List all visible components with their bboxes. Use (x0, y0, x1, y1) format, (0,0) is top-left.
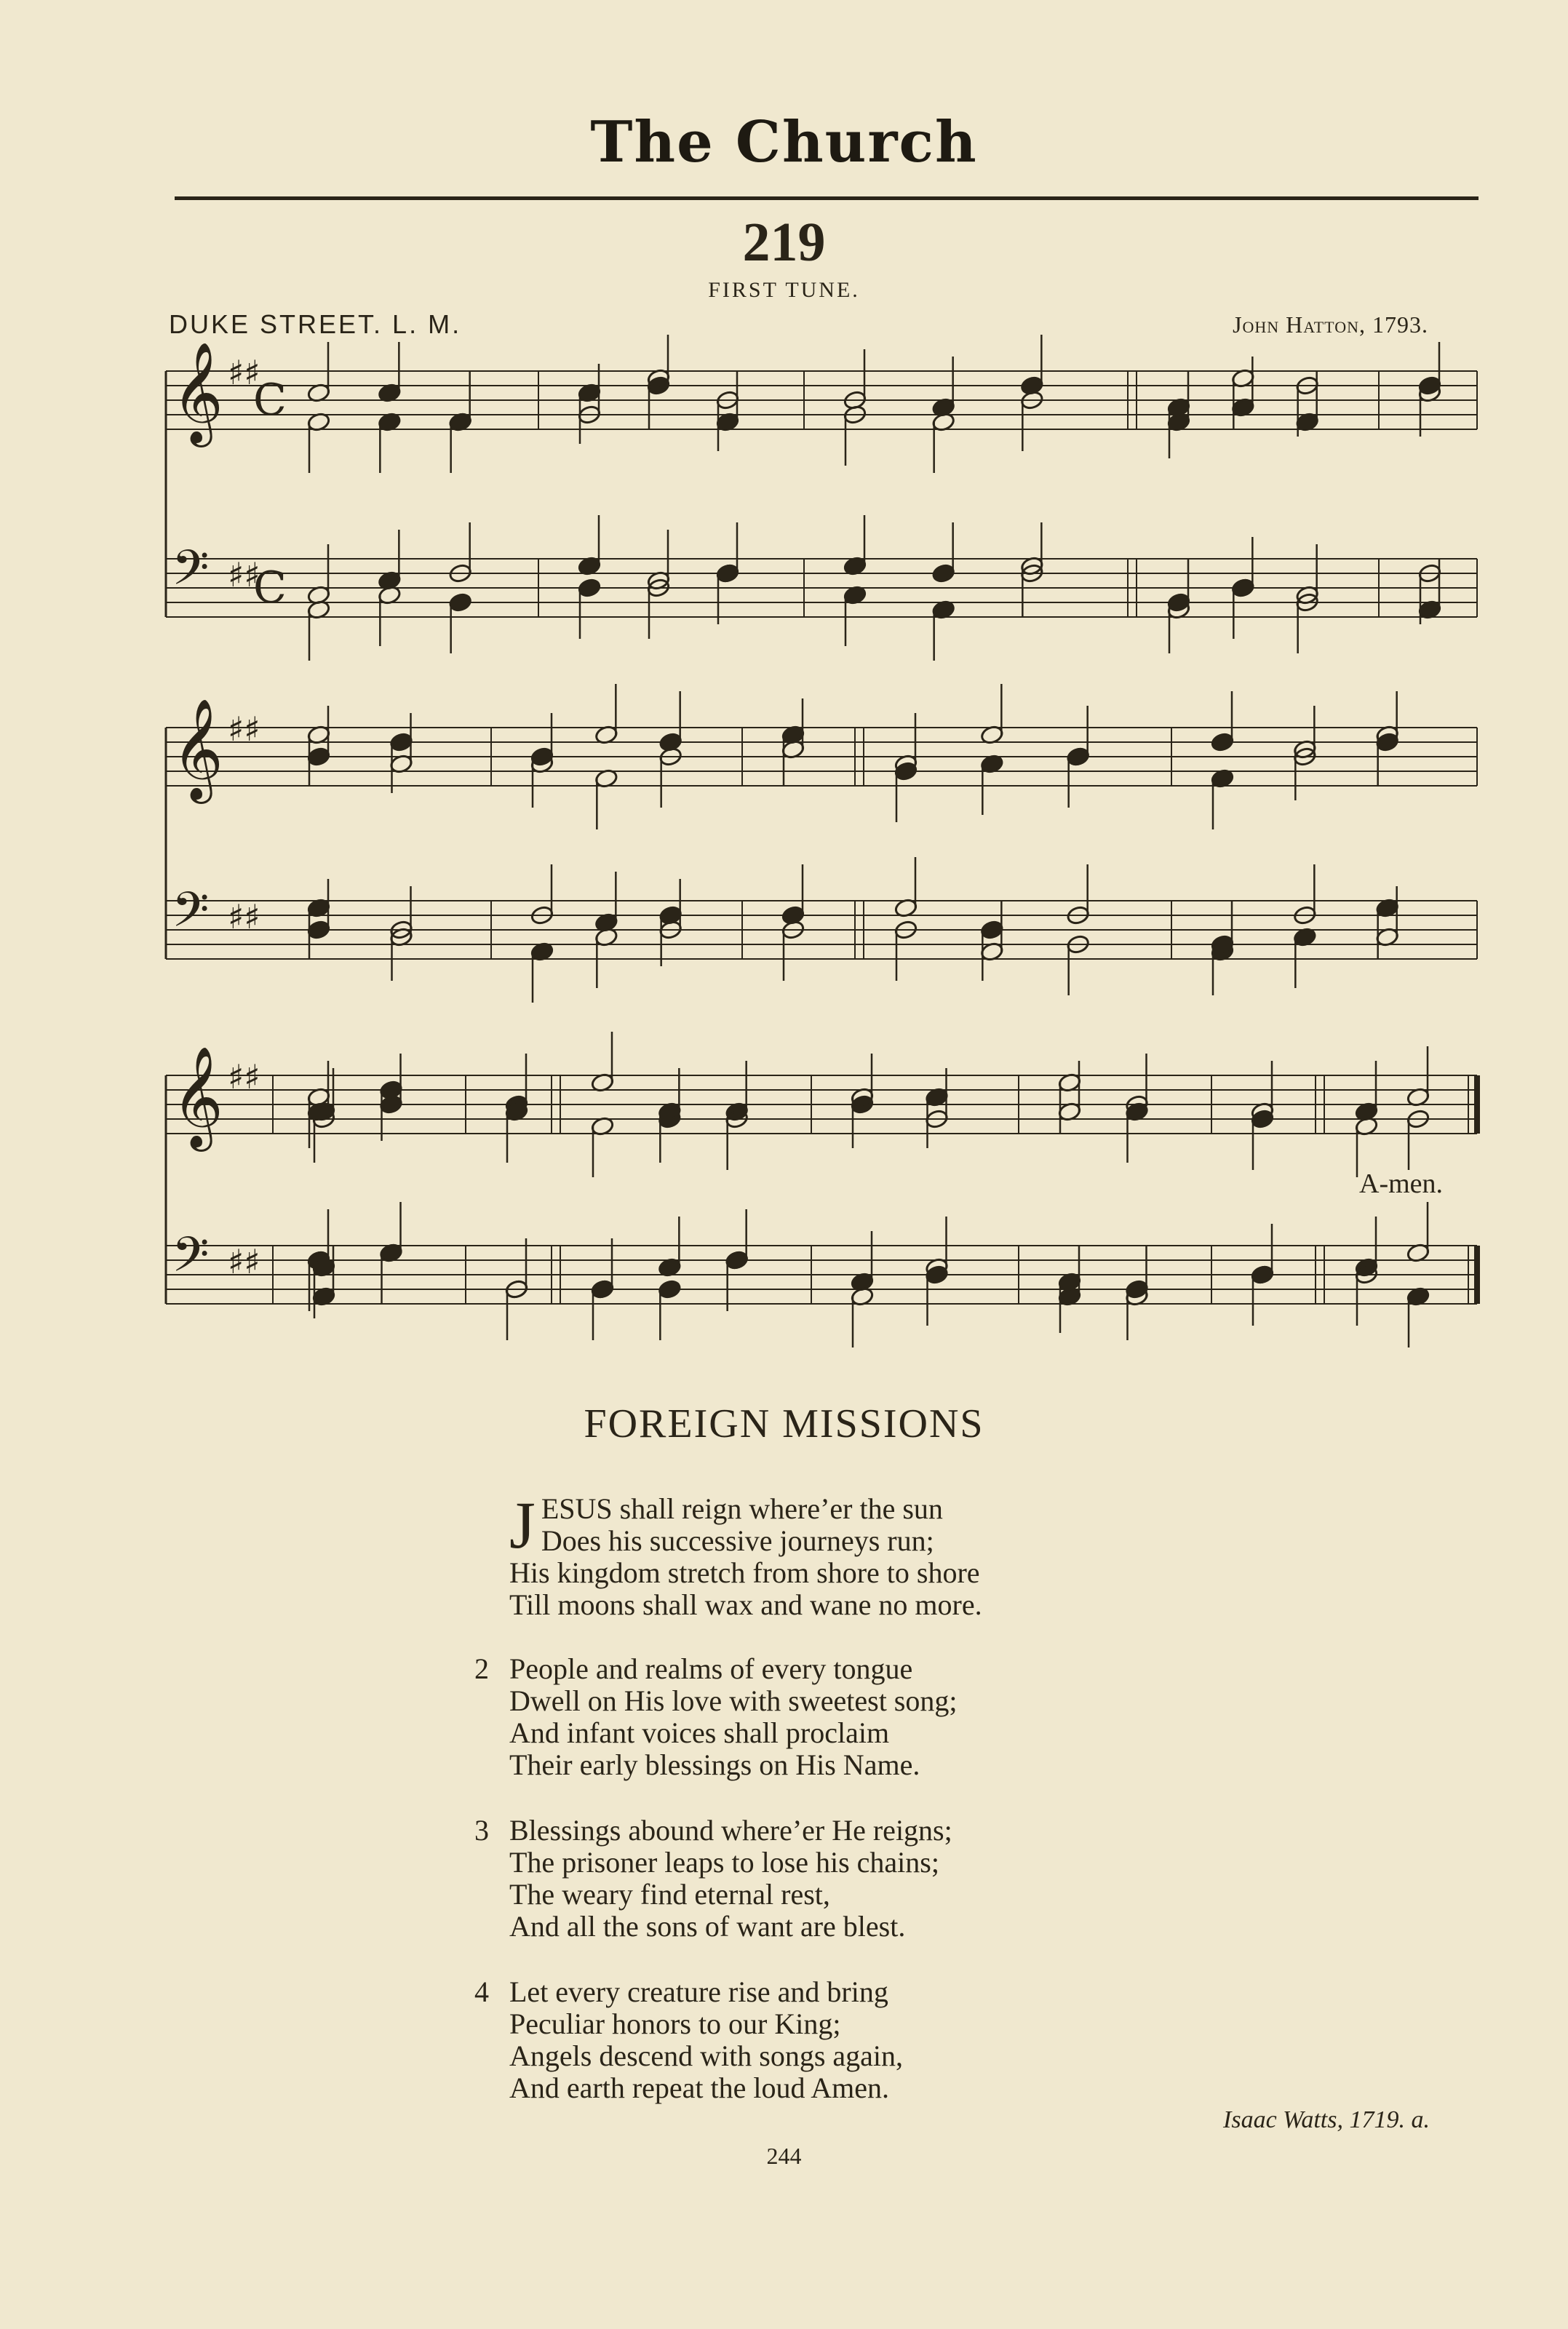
verse-line: The prisoner leaps to lose his chains; (509, 1846, 939, 1879)
note-head (931, 563, 955, 584)
key-signature-sharps-icon: ♯♯ (228, 709, 260, 749)
page-number: 244 (766, 2143, 802, 2169)
note-head (715, 563, 739, 584)
hymn-number: 219 (742, 212, 826, 273)
final-barline (1474, 1246, 1480, 1304)
treble-clef-icon: 𝄞 (172, 698, 223, 800)
verse-line: And earth repeat the loud Amen. (509, 2071, 890, 2104)
verse-1 (509, 1488, 982, 1621)
note-head (1250, 1265, 1274, 1285)
hymn-title: FOREIGN MISSIONS (584, 1401, 984, 1446)
verse-line: Angels descend with songs again, (509, 2039, 904, 2072)
drop-cap: J (509, 1488, 536, 1562)
verse-line: Till moons shall wax and wane no more. (509, 1588, 982, 1621)
verse-3 (474, 1814, 952, 1943)
note-head (1231, 578, 1255, 598)
note-head (894, 761, 918, 781)
note-head (530, 747, 554, 767)
treble-clef-icon: 𝄞 (172, 1046, 223, 1147)
amen-lyric: A-men. (1359, 1169, 1444, 1199)
note-head (925, 1265, 949, 1285)
note-head (306, 747, 330, 767)
verse-line: Does his successive journeys run; (541, 1524, 934, 1557)
verse-line: Peculiar honors to our King; (509, 2007, 841, 2040)
note-head (389, 732, 413, 752)
time-signature-icon: C (253, 562, 287, 613)
verse-number: 2 (474, 1652, 489, 1685)
verse-4 (474, 1975, 904, 2104)
note-head (448, 592, 472, 613)
note-head (577, 578, 601, 598)
verse-line: And infant voices shall proclaim (509, 1716, 890, 1749)
verse-line: Let every creature rise and bring (509, 1975, 888, 2008)
key-signature-sharps-icon: ♯♯ (228, 1057, 260, 1096)
verse-line: And all the sons of want are blest. (509, 1910, 906, 1943)
verse-line: Dwell on His love with sweetest song; (509, 1684, 958, 1717)
verse-line: Their early blessings on His Name. (509, 1748, 920, 1781)
verse-number: 3 (474, 1814, 489, 1847)
key-signature-sharps-icon: ♯♯ (228, 555, 260, 594)
tune-label: FIRST TUNE. (708, 278, 860, 302)
treble-clef-icon: 𝄞 (172, 342, 223, 443)
bass-clef-icon: 𝄢 (172, 1227, 210, 1294)
note-head (980, 920, 1004, 940)
verse-line: The weary find eternal rest, (509, 1878, 830, 1911)
note-head (306, 920, 330, 940)
bass-clef-icon: 𝄢 (172, 540, 210, 608)
note-head (1166, 592, 1190, 613)
bass-clef-icon: 𝄢 (172, 882, 210, 949)
key-signature-sharps-icon: ♯♯ (228, 1242, 260, 1281)
verse-number: 4 (474, 1975, 489, 2008)
note-head (658, 905, 682, 925)
final-barline (1474, 1075, 1480, 1134)
verse-line: ESUS shall reign where’er the sun (541, 1492, 943, 1525)
note-head (1417, 375, 1441, 396)
note-head (1250, 1109, 1274, 1129)
key-signature-sharps-icon: ♯♯ (228, 897, 260, 936)
time-signature-icon: C (253, 375, 287, 426)
hymn-author: Isaac Watts, 1719. a. (1223, 2106, 1430, 2133)
verse-line: Blessings abound where’er He reigns; (509, 1814, 952, 1847)
verse-2 (474, 1652, 958, 1781)
key-signature-sharps-icon: ♯♯ (228, 353, 260, 392)
note-head (379, 1080, 403, 1100)
tune-name: DUKE STREET. L. M. (169, 309, 462, 339)
composer-credit: John Hatton, 1793. (1233, 311, 1428, 338)
running-head: The Church (590, 109, 978, 175)
note-head (1125, 1279, 1149, 1299)
verse-line: People and realms of every tongue (509, 1652, 913, 1685)
note-head (1210, 732, 1234, 752)
verse-line: His kingdom stretch from shore to shore (509, 1556, 980, 1589)
note-head (658, 1279, 682, 1299)
